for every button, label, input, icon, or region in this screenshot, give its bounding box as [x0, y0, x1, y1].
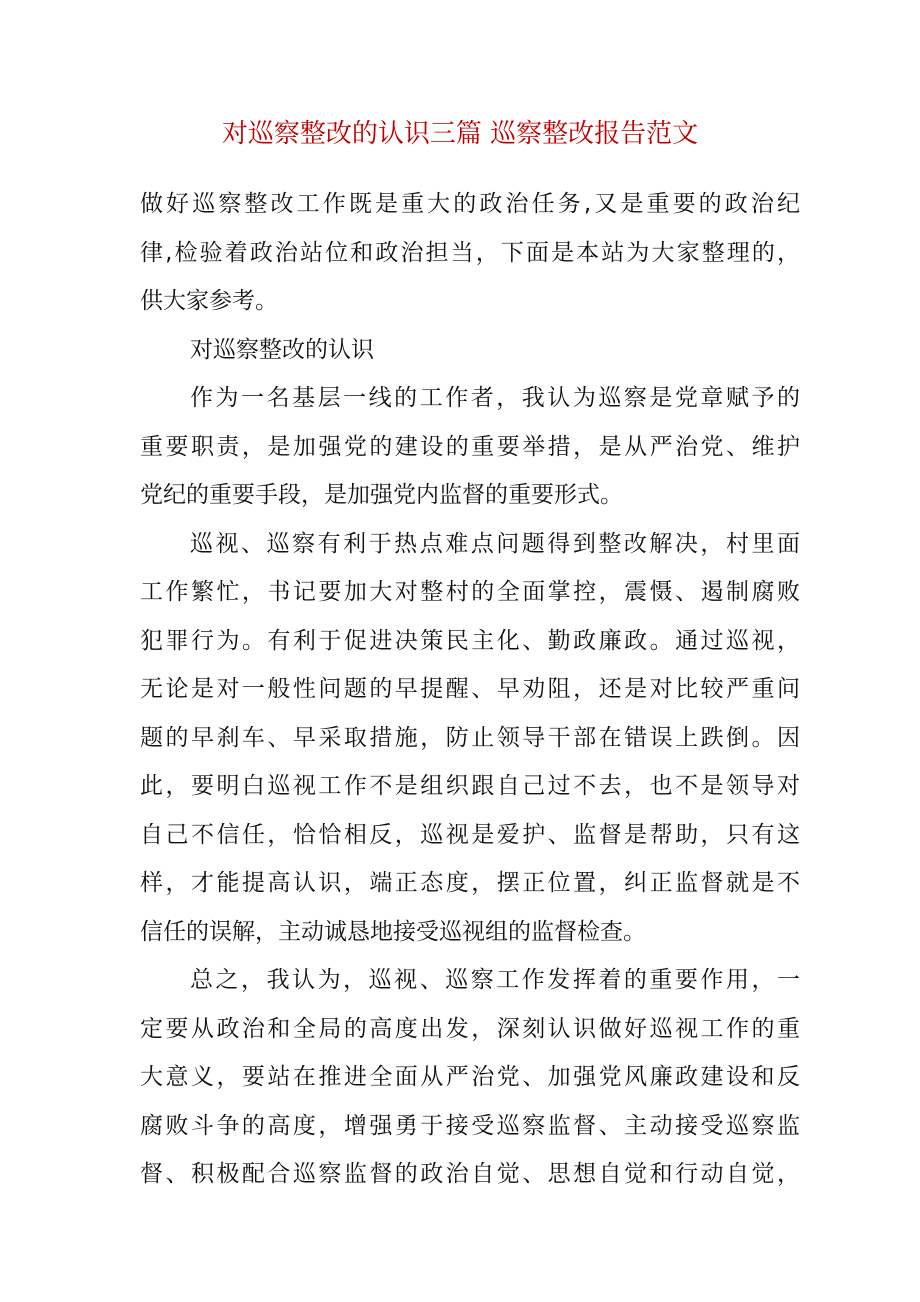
paragraph-intro — [140, 180, 800, 326]
section-heading — [140, 326, 800, 375]
document-title: 对巡察整改的认识三篇 巡察整改报告范文 — [221, 119, 699, 149]
text-line: 大意义，要站在推进全面从严治党、加强党风廉政建设和反 — [140, 1064, 800, 1090]
paragraph-role — [140, 374, 800, 520]
text-line: 作为一名基层一线的工作者，我认为巡察是党章赋予的 — [190, 385, 800, 411]
text-line: 巡视、巡察有利于热点难点问题得到整改解决，村里面 — [190, 530, 800, 557]
text-line: 总之，我认为，巡视、巡察工作发挥着的重要作用，一 — [190, 967, 800, 993]
document-body — [140, 180, 800, 1199]
text-line: 此，要明白巡视工作不是组织跟自己过不去，也不是领导对 — [140, 773, 800, 799]
text-line: 工作繁忙，书记要加大对整村的全面掌控，震慑、遏制腐败 — [140, 579, 800, 605]
text-line: 做好巡察整改工作既是重大的政治任务,又是重要的政治纪 — [140, 191, 800, 217]
text-line: 重要职责，是加强党的建设的重要举措，是从严治党、维护 — [140, 433, 800, 460]
paragraph-conclusion — [140, 956, 800, 1199]
text-line: 犯罪行为。有利于促进决策民主化、勤政廉政。通过巡视， — [140, 627, 800, 654]
text-line: 督、积极配合巡察监督的政治自觉、思想自觉和行动自觉， — [140, 1161, 800, 1187]
text-line: 无论是对一般性问题的早提醒、早劝阻，还是对比较严重问 — [140, 676, 800, 702]
text-line: 腐败斗争的高度，增强勇于接受巡察监督、主动接受巡察监 — [140, 1112, 800, 1139]
text-line: 自己不信任，恰恰相反，巡视是爱护、监督是帮助，只有这 — [140, 821, 800, 848]
paragraph-benefits — [140, 520, 800, 957]
text-line: 律,检验着政治站位和政治担当，下面是本站为大家整理的， — [140, 239, 800, 266]
text-line: 题的早刹车、早采取措施，防止领导干部在错误上跌倒。因 — [140, 724, 800, 751]
text-line: 党纪的重要手段，是加强党内监督的重要形式。 — [140, 482, 623, 508]
text-line: 供大家参考。 — [140, 288, 278, 314]
text-line: 定要从政治和全局的高度出发，深刻认识做好巡视工作的重 — [140, 1015, 800, 1042]
text-line: 信任的误解，主动诚恳地接受巡视组的监督检查。 — [140, 918, 646, 945]
text-line: 对巡察整改的认识 — [190, 336, 374, 363]
text-line: 样，才能提高认识，端正态度，摆正位置，纠正监督就是不 — [140, 870, 800, 896]
